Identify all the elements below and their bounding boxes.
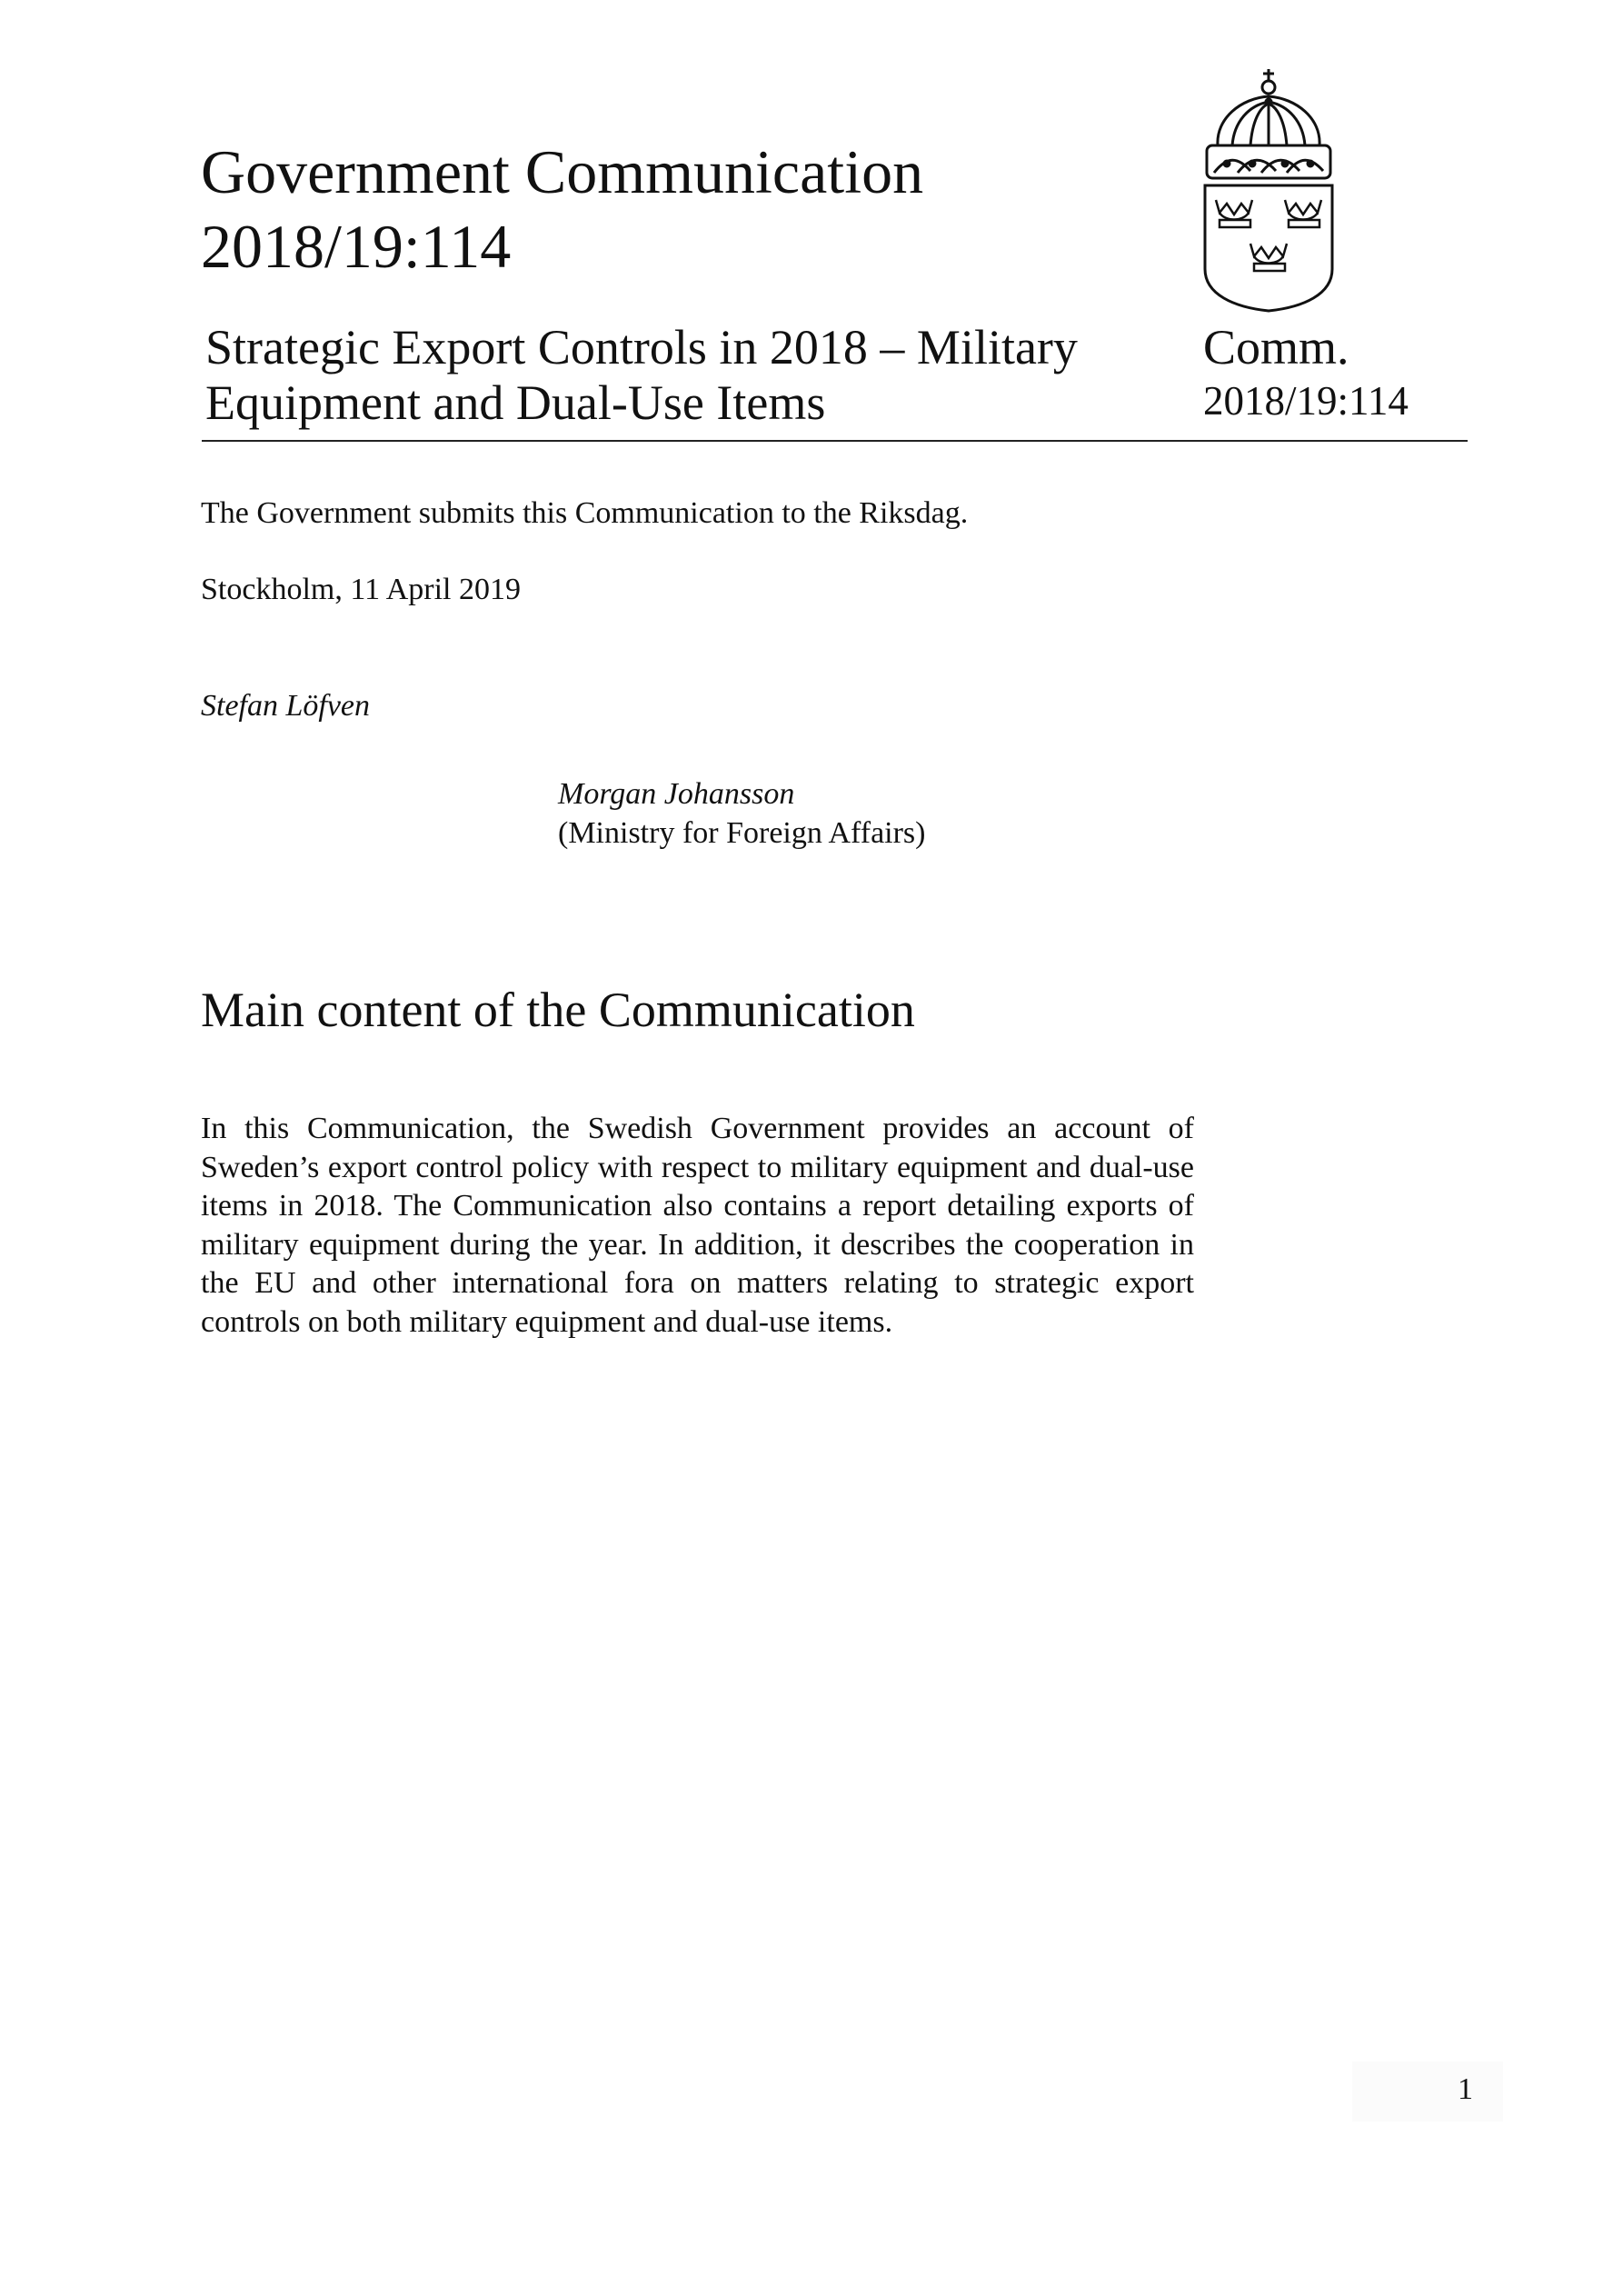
signatory-prime-minister: Stefan Löfven <box>201 689 371 723</box>
document-title-line1: Government Communication <box>201 137 924 206</box>
summary-paragraph: In this Communication, the Swedish Government provides an account of Sweden’s export control policy with respect to military equipment and dual-use items in 2018. The Communication also contains a report detailing exports of military equipment during the year. In addition, it describes the cooperation in the EU and other international fora on matters relating to strategic export controls on both military equipment and dual-use items. <box>201 1112 1194 1339</box>
signatory-minister: Morgan Johansson <box>558 777 795 811</box>
section-heading: Main content of the Communication <box>201 983 915 1037</box>
comm-number: 2018/19:114 <box>1203 378 1409 424</box>
communication-reference <box>1203 320 1409 426</box>
document-subtitle <box>205 320 1150 431</box>
signatory-ministry: (Ministry for Foreign Affairs) <box>558 816 926 850</box>
page-number-background <box>1352 2061 1503 2121</box>
comm-label: Comm. <box>1203 320 1349 374</box>
swedish-coat-of-arms-icon <box>1196 65 1341 314</box>
page-number: 1 <box>1458 2072 1473 2106</box>
header-divider <box>202 440 1468 442</box>
place-and-date: Stockholm, 11 April 2019 <box>201 573 521 606</box>
subtitle-line1: Strategic Export Controls in 2018 – Military <box>205 320 1078 374</box>
document-title-line2: 2018/19:114 <box>201 212 512 281</box>
submission-statement: The Government submits this Communication to the Riksdag. <box>201 496 969 530</box>
subtitle-line2: Equipment and Dual-Use Items <box>205 375 826 430</box>
document-title <box>201 135 923 284</box>
